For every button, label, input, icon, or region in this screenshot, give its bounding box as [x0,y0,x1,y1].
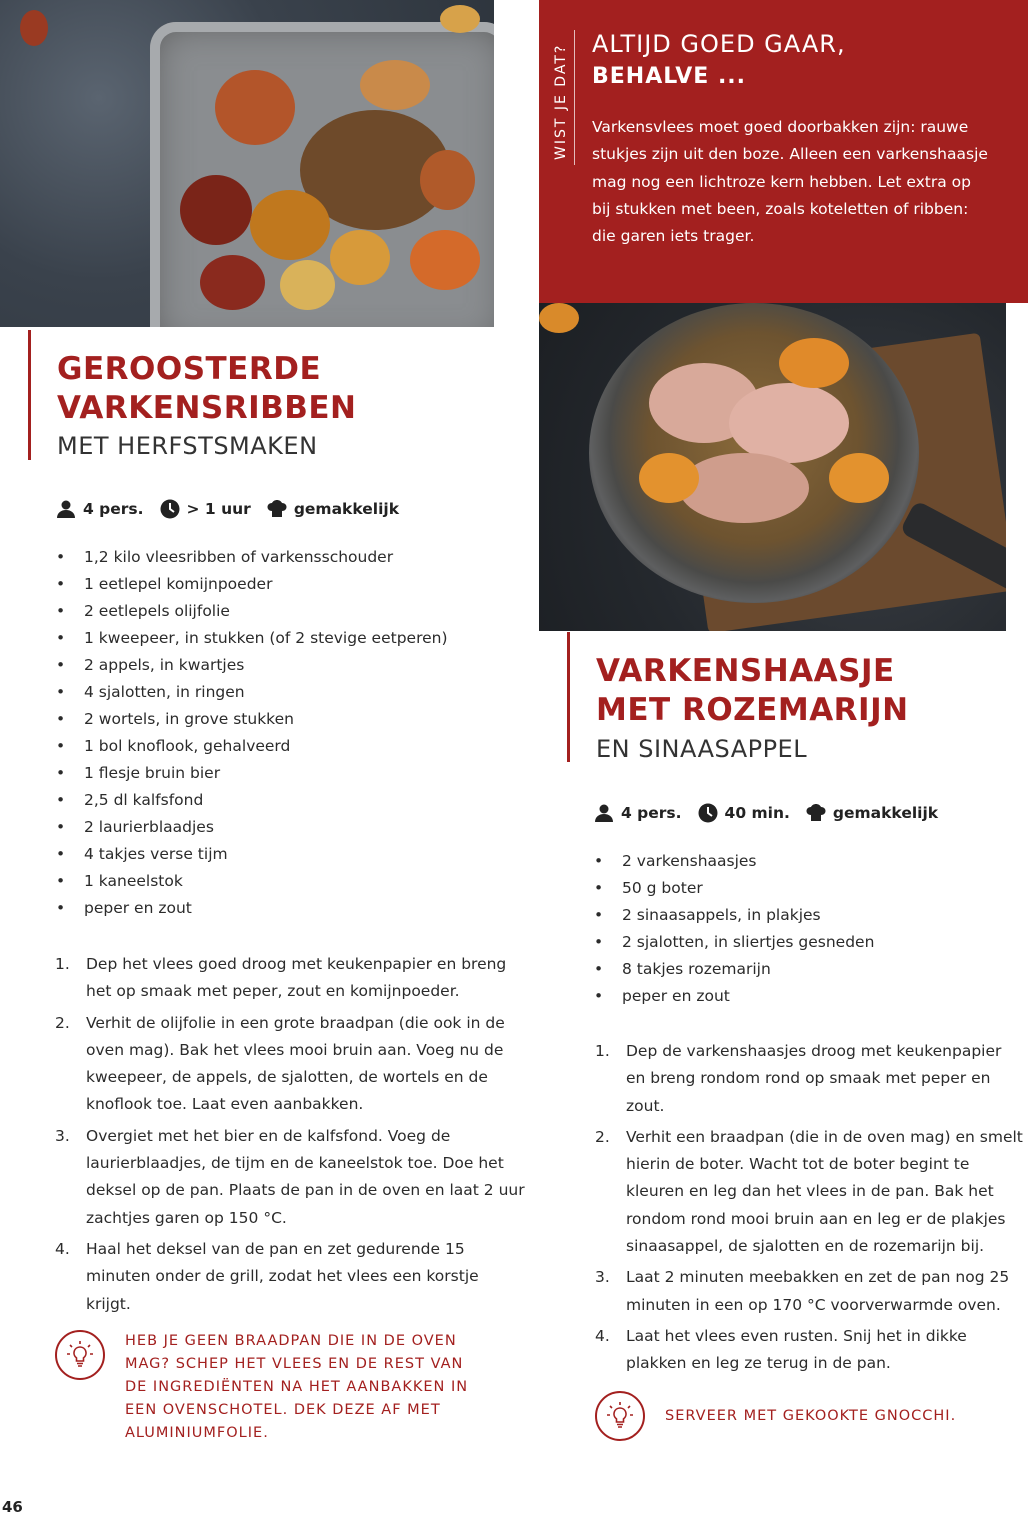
divider [574,30,575,165]
list-item: • 1 flesje bruin bier [56,760,448,787]
tip-text: HEB JE GEEN BRAADPAN DIE IN DE OVEN MAG? SCHEP HET VLEES EN DE REST VAN DE INGREDIËNTEN NA HET AANBAKKEN IN EEN OVENSCHOTEL. DEK DEZE AF MET ALUMINIUMFOLIE. [125,1333,469,1441]
list-item: • 1 eetlepel komijnpoeder [56,571,448,598]
step-item [55,1123,525,1232]
sidebar-text: Varkensvlees moet goed doorbakken zijn: rauwe stukjes zijn uit den boze. Alleen een varkenshaasje mag nog een lichtroze kern hebben. Let extra op bij stukken met been, zoals koteletten of ribben: die garen iets trager. [592,118,988,246]
list-item: • 4 takjes verse tijm [56,841,448,868]
sidebar-title: ALTIJD GOED GAAR, [592,30,846,58]
step-text: Dep het vlees goed droog met keukenpapier en breng het op smaak met peper, zout en komijnpoeder. [86,955,507,1001]
lightbulb-icon [55,1330,105,1380]
chef-hat-icon [806,803,826,823]
step-text: Haal het deksel van de pan en zet gedurende 15 minuten onder de grill, zodat het vlees een korstje krijgt. [86,1239,479,1313]
tip-text: SERVEER MET GEKOOKTE GNOCCHI. [665,1407,957,1424]
step-number: 4. [55,1239,70,1258]
cook-time: 40 min. [724,804,790,822]
recipe1-title [57,350,357,428]
did-you-know-label: WIST JE DAT? [553,43,569,160]
lightbulb-icon [595,1391,645,1441]
recipe2-subtitle: EN SINAASAPPEL [596,735,808,763]
list-item: • 1 bol knoflook, gehalveerd [56,733,448,760]
recipe1-title-line2: VARKENSRIBBEN [57,390,357,426]
list-item: • 2 laurierblaadjes [56,814,448,841]
step-number: 1. [595,1042,610,1060]
recipe2-tip [595,1391,1015,1441]
step-text: Overgiet met het bier en de kalfsfond. Voeg de laurierblaadjes, de tijm en de kaneelstok toe. Doe het deksel op de pan. Plaats de pan in de oven en laat 2 uur zachtjes garen op 150 °C. [86,1126,525,1227]
recipe1-steps [55,951,525,1322]
step-number: 3. [55,1126,70,1145]
recipe2-steps [595,1038,1025,1382]
step-item [55,951,525,1006]
step-item [595,1323,1025,1378]
list-item: • 2 varkenshaasjes [594,848,874,875]
list-item: • 50 g boter [594,875,874,902]
list-item: • 2 appels, in kwartjes [56,652,448,679]
clock-icon [160,499,180,519]
step-text: Laat het vlees even rusten. Snij het in dikke plakken en leg ze terug in de pan. [626,1326,967,1373]
pork-tenderloin-photo [539,303,1006,631]
list-item: • 2 sjalotten, in sliertjes gesneden [594,929,874,956]
step-item [595,1038,1025,1120]
person-icon [56,499,76,519]
recipe1-tip [55,1330,485,1445]
difficulty: gemakkelijk [832,804,939,822]
cook-time: > 1 uur [186,500,251,518]
list-item: • 2 eetlepels olijfolie [56,598,448,625]
title-accent-bar [28,330,31,460]
step-number: 2. [595,1127,610,1146]
step-item [595,1264,1025,1319]
recipe2-ingredients [594,848,874,1010]
step-item [55,1236,525,1318]
roasted-ribs-photo [0,0,494,327]
recipe1-ingredients [56,544,448,922]
step-text: Laat 2 minuten meebakken en zet de pan nog 25 minuten in een op 170 °C voorverwarmde oven. [626,1268,1010,1314]
recipe1-title-line1: GEROOSTERDE [57,351,322,387]
servings: 4 pers. [621,804,682,822]
step-number: 4. [595,1326,610,1345]
list-item: • 4 sjalotten, in ringen [56,679,448,706]
servings: 4 pers. [83,500,144,518]
title-accent-bar [567,632,570,762]
list-item: • 1,2 kilo vleesribben of varkensschouder [56,544,448,571]
list-item: • 1 kweepeer, in stukken (of 2 stevige eetperen) [56,625,448,652]
sidebar-title-2: BEHALVE ... [592,64,747,89]
recipe1-subtitle: MET HERFSTSMAKEN [57,432,318,460]
step-number: 3. [595,1268,610,1287]
step-item [55,1010,525,1119]
page-number: 46 [2,1498,23,1516]
chef-hat-icon [267,499,287,519]
step-number: 2. [55,1013,70,1032]
step-text: Dep de varkenshaasjes droog met keukenpapier en breng rondom rond op smaak met peper en zout. [626,1042,1002,1115]
step-number: 1. [55,955,70,973]
recipe2-title-line1: VARKENSHAASJE [596,653,895,689]
recipe2-title-line2: MET ROZEMARIJN [596,692,909,728]
list-item: • 2,5 dl kalfsfond [56,787,448,814]
recipe1-meta [56,499,415,519]
list-item: • 2 sinaasappels, in plakjes [594,902,874,929]
list-item: • peper en zout [594,983,874,1010]
step-text: Verhit een braadpan (die in de oven mag) en smelt hierin de boter. Wacht tot de boter begint te kleuren en leg dan het vlees in de pan. Bak het rondom rond mooi bruin aan en leg er de plakjes sinaasappel, de sjalotten en de rozemarijn bij. [626,1127,1023,1256]
person-icon [594,803,614,823]
list-item: • 1 kaneelstok [56,868,448,895]
list-item: • 8 takjes rozemarijn [594,956,874,983]
step-text: Verhit de olijfolie in een grote braadpan (die ook in de oven mag). Bak het vlees mooi bruin aan. Voeg nu de kweepeer, de appels, de sjalotten, de wortels en de knoflook toe. Laat even aanbakken. [86,1013,505,1114]
difficulty: gemakkelijk [293,500,400,518]
recipe2-meta [594,803,954,823]
clock-icon [698,803,718,823]
list-item: • peper en zout [56,895,448,922]
step-item [595,1124,1025,1260]
recipe2-title [596,652,909,730]
list-item: • 2 wortels, in grove stukken [56,706,448,733]
